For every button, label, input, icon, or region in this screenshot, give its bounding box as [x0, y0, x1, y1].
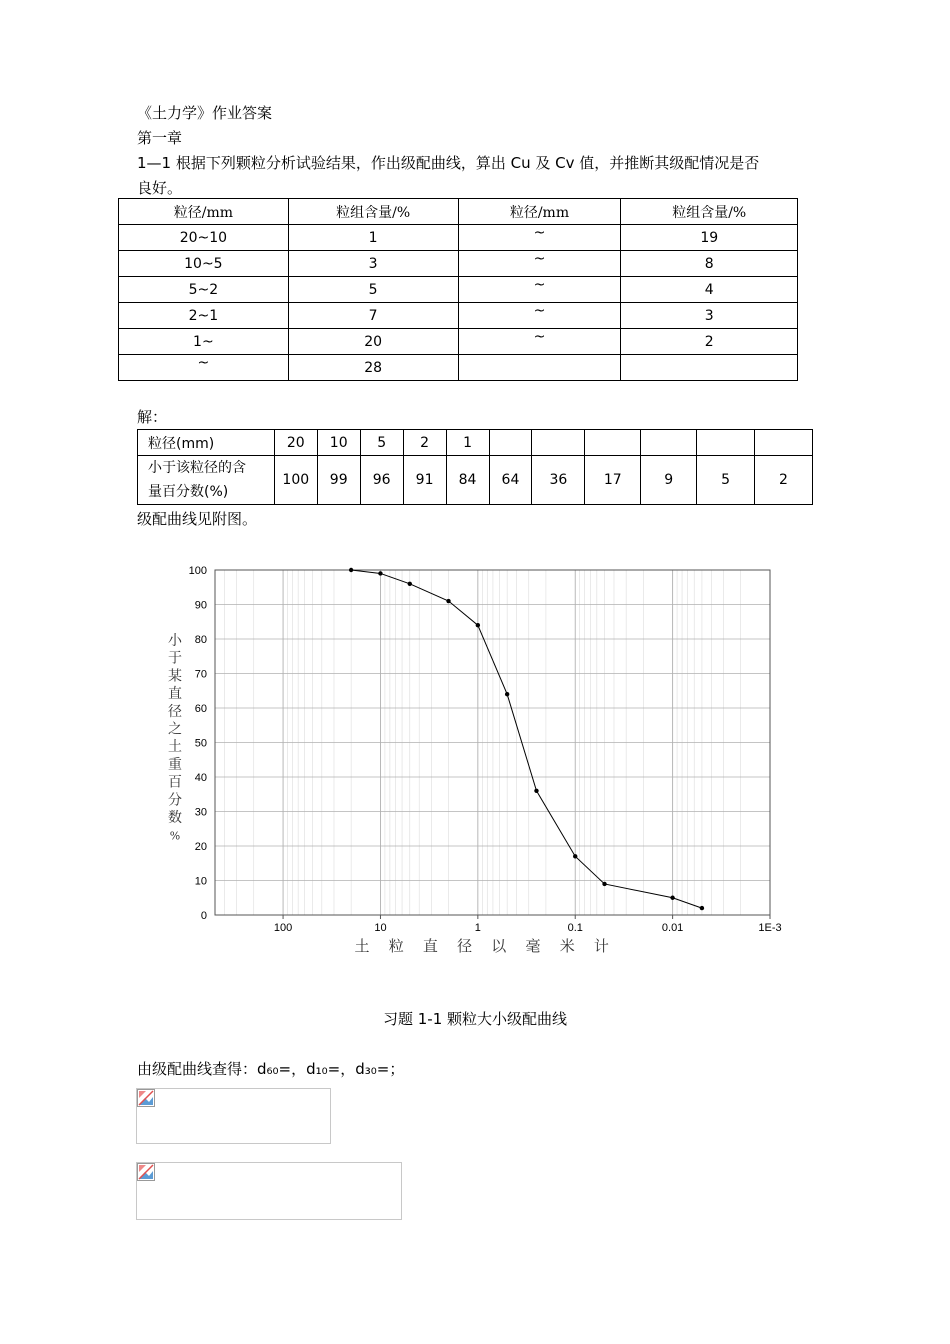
table-cell: 20 — [274, 430, 317, 456]
data-point — [700, 906, 704, 910]
row-label-line-1: 小于该粒径的含 — [148, 460, 246, 476]
table-cell: 5 — [288, 277, 458, 303]
x-tick-label: 0.1 — [567, 922, 583, 934]
y-tick-label: 50 — [194, 737, 207, 750]
table-cell: 100 — [274, 456, 317, 505]
table-cell: 5 — [697, 456, 755, 505]
y-axis-label-char: % — [169, 829, 181, 843]
x-tick-label: 0.01 — [661, 922, 684, 934]
tilde-mark: ~ — [533, 328, 546, 345]
y-tick-label: 100 — [188, 565, 207, 577]
table-cell: 1 — [446, 430, 489, 456]
data-point — [505, 692, 509, 696]
y-tick-label: 10 — [194, 875, 207, 888]
table-cell: 1 — [288, 225, 458, 251]
table-cell: 1~ — [119, 329, 289, 355]
y-axis-label-char: 分 — [168, 792, 182, 809]
y-axis-label-char: 径 — [168, 703, 182, 720]
chapter-heading: 第一章 — [137, 129, 183, 147]
table-cell: 2 — [403, 430, 446, 456]
table-cell: 64 — [489, 456, 532, 505]
x-axis-ticks — [274, 915, 782, 934]
tilde-mark: ~ — [533, 250, 546, 267]
y-axis-label-char: 小 — [168, 633, 182, 649]
table-cell: 4 — [621, 277, 798, 303]
table-row — [138, 456, 813, 505]
y-tick-label: 60 — [194, 703, 207, 715]
row-label — [138, 456, 275, 505]
table-cell: 5~2 — [119, 277, 289, 303]
row-label: 粒径(mm) — [138, 430, 275, 456]
x-tick-label: 100 — [273, 922, 293, 934]
table-cell: 2~1 — [119, 303, 289, 329]
solution-label: 解： — [137, 408, 168, 426]
table-cell: 3 — [288, 251, 458, 277]
table-cell: 2 — [755, 456, 813, 505]
data-point — [670, 896, 674, 900]
table-header-cell: 粒组含量/% — [288, 199, 458, 225]
table-cell — [641, 430, 697, 456]
data-point — [408, 582, 412, 586]
table-cell: 28 — [288, 355, 458, 381]
table-row — [119, 355, 798, 381]
table-cell — [458, 355, 621, 381]
data-point — [573, 854, 577, 858]
data-point — [446, 599, 450, 603]
data-point — [476, 623, 480, 627]
y-axis-label-char: 之 — [168, 721, 182, 738]
chart-grid — [215, 570, 770, 915]
y-axis-ticks — [189, 565, 207, 922]
x-tick-label: 1 — [474, 922, 481, 934]
table-cell — [621, 355, 798, 381]
row-label-line-2: 量百分数(%) — [148, 484, 229, 500]
data-point — [349, 568, 353, 572]
data-point — [378, 571, 382, 575]
x-axis-label-char: 径 — [457, 937, 473, 955]
y-tick-label: 0 — [200, 910, 207, 922]
data-point — [602, 882, 606, 886]
table-cell: 20 — [288, 329, 458, 355]
table-cell — [697, 430, 755, 456]
tilde-mark: ~ — [197, 354, 210, 371]
x-axis-label-char: 直 — [422, 937, 438, 955]
x-axis-label-char: 以 — [491, 937, 507, 955]
table-header-cell: 粒径/mm — [119, 199, 289, 225]
doc-title: 《土力学》作业答案 — [137, 104, 273, 122]
x-axis-label-char: 米 — [559, 937, 575, 955]
x-axis-label — [354, 937, 608, 955]
table-cell: 10~5 — [119, 251, 289, 277]
y-tick-label: 30 — [194, 806, 207, 819]
table-cell: 7 — [288, 303, 458, 329]
question-line-1: 1—1 根据下列颗粒分析试验结果，作出级配曲线，算出 Cu 及 Cv 值，并推断其级配情况是否 — [137, 154, 760, 172]
result-line: 由级配曲线查得：d₆₀=，d₁₀=，d₃₀=； — [137, 1060, 405, 1078]
y-axis-label-char: 百 — [168, 774, 182, 791]
table-cell: 10 — [317, 430, 360, 456]
x-axis-label-char: 粒 — [388, 937, 404, 955]
table-cell — [585, 430, 641, 456]
table-cell: 91 — [403, 456, 446, 505]
y-axis-label — [168, 633, 183, 843]
table-row — [119, 303, 798, 329]
formula-image-placeholder — [136, 1162, 402, 1220]
table-cell — [458, 303, 621, 329]
y-tick-label: 20 — [194, 841, 207, 853]
table-cell: 99 — [317, 456, 360, 505]
table-row — [138, 430, 813, 456]
table-cell — [119, 355, 289, 381]
curve-note: 级配曲线见附图。 — [137, 510, 258, 528]
table-cell — [489, 430, 532, 456]
y-tick-label: 90 — [194, 599, 207, 612]
table-cell: 8 — [621, 251, 798, 277]
y-axis-label-char: 重 — [168, 756, 182, 773]
y-tick-label: 80 — [194, 634, 207, 646]
x-tick-label: 1E-3 — [758, 922, 782, 934]
table-cell — [458, 277, 621, 303]
table-row — [119, 225, 798, 251]
table-cell: 20~10 — [119, 225, 289, 251]
y-axis-label-char: 土 — [168, 739, 182, 756]
y-tick-label: 40 — [194, 772, 207, 784]
formula-image-placeholder — [136, 1088, 331, 1144]
y-axis-label-char: 于 — [168, 650, 182, 667]
table-row — [119, 329, 798, 355]
table-cell: 3 — [621, 303, 798, 329]
table-cell: 9 — [641, 456, 697, 505]
broken-image-icon — [137, 1089, 155, 1107]
table-cell: 36 — [532, 456, 585, 505]
y-axis-label-char: 某 — [168, 668, 182, 685]
table-cell: 17 — [585, 456, 641, 505]
y-axis-label-char: 数 — [168, 810, 182, 826]
table-cell — [458, 329, 621, 355]
figure-caption: 习题 1-1 颗粒大小级配曲线 — [382, 1010, 568, 1028]
tilde-mark: ~ — [533, 276, 546, 293]
table-row — [119, 277, 798, 303]
tilde-mark: ~ — [533, 302, 546, 319]
question-line-2: 良好。 — [137, 179, 183, 197]
table-cell — [458, 225, 621, 251]
table-cell — [532, 430, 585, 456]
table-cell — [755, 430, 813, 456]
grading-curve-chart — [155, 555, 805, 965]
x-axis-label-char: 计 — [593, 937, 609, 955]
x-axis-label-char: 土 — [354, 937, 370, 955]
broken-image-icon — [137, 1163, 155, 1181]
tilde-mark: ~ — [533, 224, 546, 241]
x-tick-label: 10 — [374, 922, 387, 934]
table-cell: 19 — [621, 225, 798, 251]
table-cell: 5 — [360, 430, 403, 456]
y-axis-label-char: 直 — [168, 686, 182, 703]
data-point — [534, 789, 538, 793]
x-axis-label-char: 毫 — [525, 937, 541, 955]
table-cell — [458, 251, 621, 277]
table-header-cell: 粒组含量/% — [621, 199, 798, 225]
table-row — [119, 251, 798, 277]
grain-size-table — [118, 198, 798, 381]
table-header-row — [119, 199, 798, 225]
y-tick-label: 70 — [194, 668, 207, 681]
table-cell: 84 — [446, 456, 489, 505]
table-cell: 96 — [360, 456, 403, 505]
table-cell: 2 — [621, 329, 798, 355]
table-header-cell: 粒径/mm — [458, 199, 621, 225]
grading-curve-line — [351, 570, 702, 908]
cumulative-table — [137, 429, 813, 505]
